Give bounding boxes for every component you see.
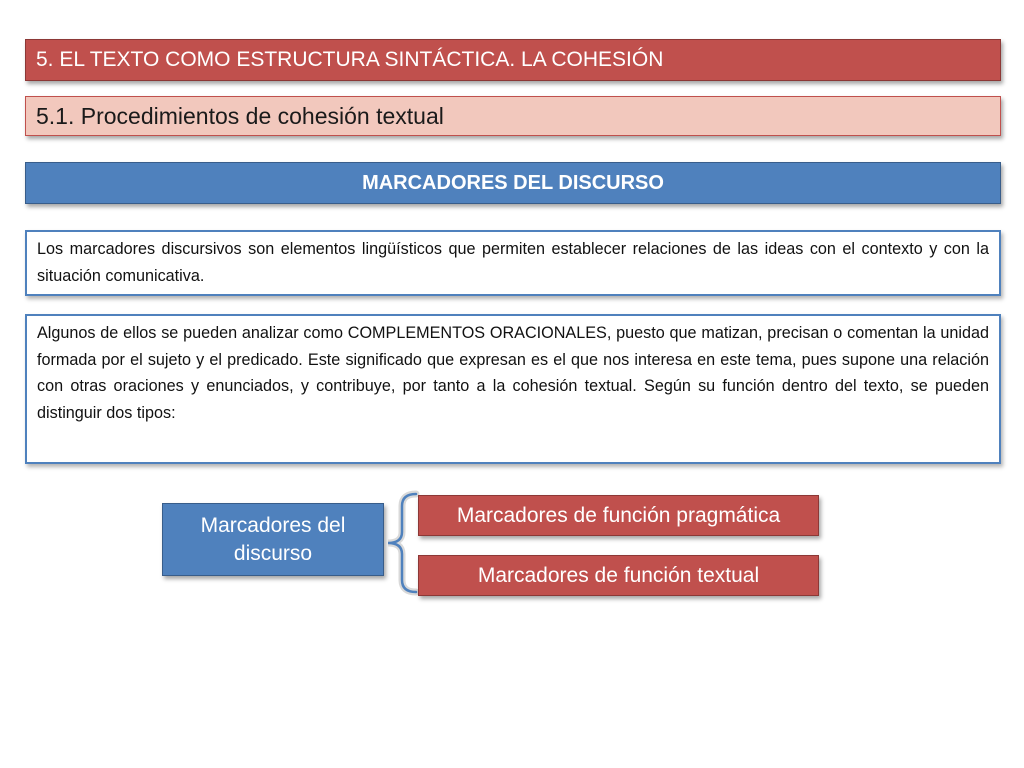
slide-title-bar — [25, 39, 1001, 81]
diagram-branch-textual-label: Marcadores de función textual — [477, 563, 760, 587]
diagram-root-label: Marcadores del discurso — [200, 513, 346, 565]
slide-subtitle-bar — [25, 96, 1001, 136]
diagram-branch-pragmatic — [418, 495, 819, 536]
slide-subtitle: 5.1. Procedimientos de cohesión textual — [36, 102, 444, 129]
definition-paragraph: Los marcadores discursivos son elementos lingüísticos que permiten establecer relaciones de las ideas con el contexto y con la situación comunicativa. — [37, 240, 989, 285]
explanation-paragraph: Algunos de ellos se pueden analizar como COMPLEMENTOS ORACIONALES, puesto que matizan, precisan o comentan la unidad formada por el sujeto y el predicado. Este significado que expresan es el que nos interesa en este tema, pues supone una relación con otras oraciones y enunciados, y contribuye, por tanto a la cohesión textual. Según su función dentro del texto, se pueden distinguir dos tipos: — [37, 324, 989, 422]
diagram-root-box — [162, 503, 384, 576]
section-heading-bar — [25, 162, 1001, 204]
section-heading: MARCADORES DEL DISCURSO — [362, 171, 664, 194]
explanation-text-box — [25, 314, 1001, 464]
diagram-branch-pragmatic-label: Marcadores de función pragmática — [456, 503, 781, 527]
diagram-bracket-connector — [380, 488, 420, 598]
slide-title: 5. EL TEXTO COMO ESTRUCTURA SINTÁCTICA. LA COHESIÓN — [36, 48, 664, 71]
diagram-branch-textual — [418, 555, 819, 596]
definition-text-box — [25, 230, 1001, 296]
